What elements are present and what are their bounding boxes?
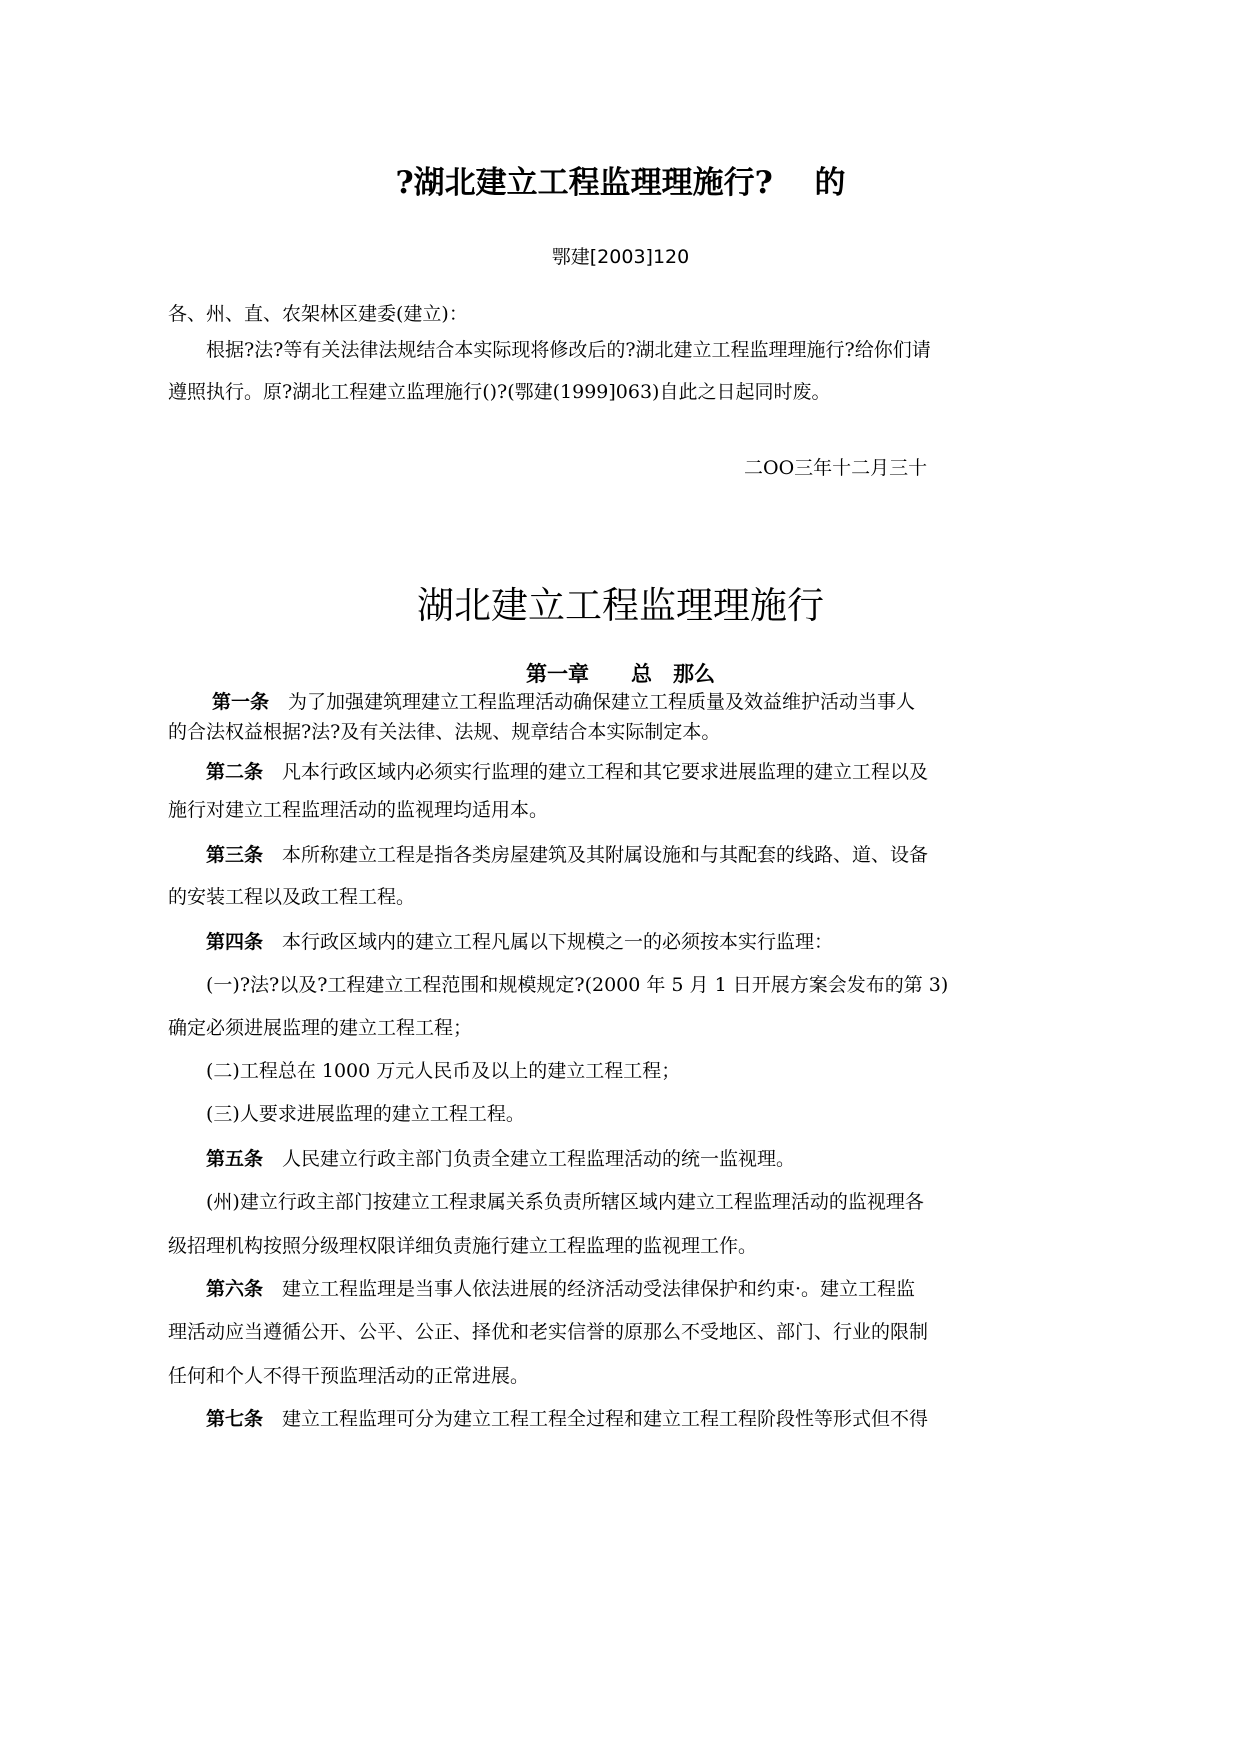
article-2-text: 凡本行政区域内必须实行监理的建立工程和其它要求进展监理的建立工程以及: [282, 761, 929, 783]
article-6-line-1: [206, 1280, 915, 1299]
notice-body-line-1: 根据?法?等有关法律法规结合本实际现将修改后的?湖北建立工程监理理施行?给你们请: [206, 339, 931, 361]
article-3-label: 第三条: [206, 844, 264, 866]
article-4-text: 本行政区域内的建立工程凡属以下规模之一的必须按本实行监理：: [282, 931, 834, 953]
article-5-line-3: 级招理机构按照分级理权限详细负责施行建立工程监理的监视理工作。: [168, 1235, 758, 1257]
article-1-line-1: [212, 693, 915, 712]
article-6-text: 建立工程监理是当事人依法进展的经济活动受法律保护和约束·。建立工程监: [282, 1278, 916, 1300]
article-1-text: 为了加强建筑理建立工程监理活动确保建立工程质量及效益维护活动当事人: [288, 691, 916, 713]
item-3: (三)人要求进展监理的建立工程工程。: [206, 1103, 525, 1125]
article-2-line-2: 施行对建立工程监理活动的监视理均适用本。: [168, 799, 549, 821]
item-2: (二)工程总在 1000 万元人民币及以上的建立工程工程；: [206, 1060, 681, 1082]
article-2-label: 第二条: [206, 761, 264, 783]
article-7-line-1: [206, 1410, 928, 1429]
document-number: 鄂建[2003]120: [551, 246, 690, 268]
addressee: 各、州、直、农架林区建委(建立)：: [168, 303, 468, 325]
article-6-line-2: 理活动应当遵循公开、公平、公正、择优和老实信誉的原那么不受地区、部门、行业的限制: [168, 1321, 929, 1343]
article-3-text: 本所称建立工程是指各类房屋建筑及其附属设施和与其配套的线路、道、设备: [282, 844, 929, 866]
article-7-text: 建立工程监理可分为建立工程工程全过程和建立工程工程阶段性等形式但不得: [282, 1408, 929, 1430]
article-4-line-1: [206, 933, 833, 952]
notice-title: ?湖北建立工程监理理施行? 的: [395, 165, 846, 201]
article-1-line-2: 的合法权益根据?法?及有关法律、法规、规章结合本实际制定本。: [168, 721, 721, 743]
article-6-line-3: 任何和个人不得干预监理活动的正常进展。: [168, 1365, 530, 1387]
article-1-label: 第一条: [212, 691, 270, 713]
article-5-line-2: (州)建立行政主部门按建立工程隶属关系负责所辖区域内建立工程监理活动的监视理各: [206, 1191, 924, 1213]
item-1-line-2: 确定必须进展监理的建立工程工程；: [168, 1017, 473, 1039]
article-5-label: 第五条: [206, 1148, 264, 1170]
article-5-text: 人民建立行政主部门负责全建立工程监理活动的统一监视理。: [282, 1148, 796, 1170]
notice-body-line-2: 遵照执行。原?湖北工程建立监理施行()?(鄂建(1999]063)自此之日起同时废。: [168, 381, 831, 403]
chapter-heading: 第一章 总 那么: [526, 661, 715, 686]
article-3-line-1: [206, 846, 928, 865]
notice-date: 二OO三年十二月三十: [744, 457, 928, 479]
article-7-label: 第七条: [206, 1408, 264, 1430]
regulation-title: 湖北建立工程监理理施行: [417, 584, 824, 627]
article-5-line-1: [206, 1150, 795, 1169]
article-4-label: 第四条: [206, 931, 264, 953]
article-6-label: 第六条: [206, 1278, 264, 1300]
article-2-line-1: [206, 763, 928, 782]
item-1-line-1: (一)?法?以及?工程建立工程范围和规模规定?(2000 年 5 月 1 日开展方案会发布的第 3): [206, 974, 949, 996]
article-3-line-2: 的安装工程以及政工程工程。: [168, 886, 416, 908]
